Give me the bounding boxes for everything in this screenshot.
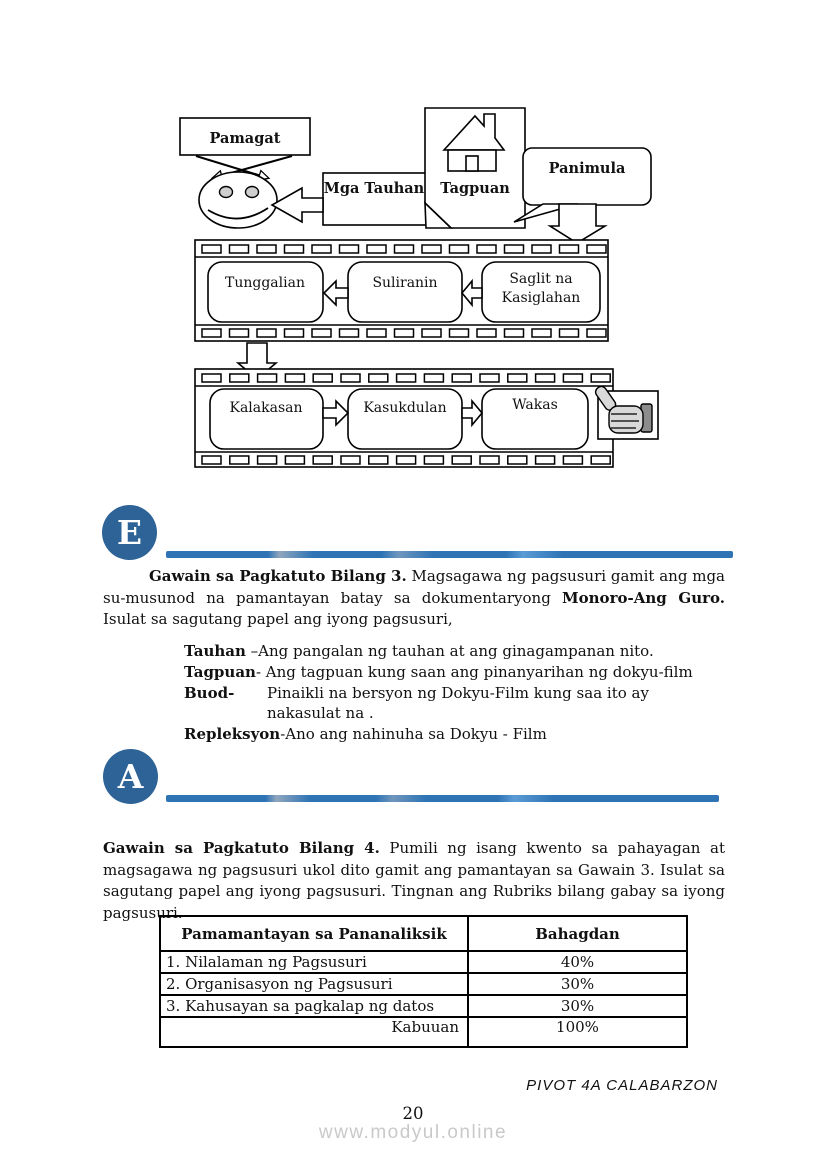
film-sprockets-top-2 (202, 374, 610, 382)
table-row (160, 973, 687, 995)
mga-tauhan-arrow (272, 188, 323, 222)
rubric-header-row (160, 916, 687, 951)
saglit-label-line1: Saglit na (509, 271, 573, 287)
character-face-icon (199, 172, 277, 228)
rubric-total-row (160, 1017, 687, 1047)
kasukdulan-box (348, 389, 462, 449)
criteria-desc (267, 683, 649, 725)
criteria-item-tauhan (184, 641, 693, 662)
film-strip-2 (195, 369, 613, 467)
table-row (160, 995, 687, 1017)
activity3-intro-b: Isulat sa sagutang papel ang iyong pagsusuri, (103, 610, 453, 628)
film-strip-1 (195, 240, 608, 341)
rubric-header-weight: Bahagdan (468, 916, 687, 951)
saglit-label-line2: Kasiglahan (501, 290, 581, 306)
film-sprockets-bottom-2 (202, 456, 610, 464)
activity4-body: Pumili ng isang kwento sa pahayagan at magsagawa ng pagsusuri ukol dito gamit ang pamantayan sa Gawain 3. Isulat sa sagutang papel ang iyong pagsusuri. Tingnan ang Rubriks bilang gabay sa iyong pagsusuri. (103, 839, 725, 922)
rubric-total-weight: 100% (468, 1017, 687, 1047)
rubric-weight-1: 40% (468, 951, 687, 973)
face-eye-right (246, 187, 259, 198)
activity4-title: Gawain sa Pagkatuto Bilang 4. (103, 839, 380, 857)
suliranin-box (348, 262, 462, 322)
rubric-criteria-3: 3. Kahusayan sa pagkalap ng datos (160, 995, 468, 1017)
criteria-desc-line1: Pinaikli na bersyon ng Dokyu-Film kung saa ito ay (267, 683, 649, 702)
section-rule-apply (166, 795, 719, 802)
film-sprockets-top-1 (202, 245, 606, 253)
criteria-desc: –Ang pangalan ng tauhan at ang ginagampanan nito. (245, 642, 654, 660)
activity3-doc-title: Monoro-Ang Guro. (562, 588, 725, 607)
criteria-desc: - Ang tagpuan kung saan ang pinanyarihan ng dokyu-film (255, 662, 693, 681)
criteria-term: Tauhan (184, 642, 246, 660)
tagpuan-label: Tagpuan (440, 180, 510, 197)
rubric-header-criteria: Pamamantayan sa Pananaliksik (160, 916, 468, 951)
film-sprockets-bottom-1 (202, 329, 606, 337)
rubric-weight-2: 30% (468, 973, 687, 995)
section-rule-explore (166, 551, 733, 558)
criteria-term: Buod- (184, 683, 235, 702)
rubric-criteria-1: 1. Nilalaman ng Pagsusuri (160, 951, 468, 973)
criteria-desc: -Ano ang nahinuha sa Dokyu - Film (280, 725, 547, 744)
activity3-paragraph (103, 566, 725, 631)
panimula-label: Panimula (548, 160, 626, 177)
rubric-total-label: Kabuuan (160, 1017, 468, 1047)
footer-brand: PIVOT 4A CALABARZON (526, 1077, 718, 1094)
criteria-item-tagpuan (184, 662, 693, 683)
criteria-term: Repleksyon (184, 725, 281, 744)
suliranin-label: Suliranin (372, 275, 438, 291)
wakas-label: Wakas (512, 397, 558, 413)
panimula-down-arrow (550, 204, 605, 243)
section-badge-apply (103, 749, 158, 804)
kasukdulan-label: Kasukdulan (363, 400, 447, 416)
mga-tauhan-label: Mga Tauhan (323, 180, 425, 197)
watermark: www.modyul.online (318, 1122, 508, 1143)
tunggalian-box (208, 262, 323, 322)
section-badge-explore (102, 505, 157, 560)
table-row (160, 951, 687, 973)
rubric-criteria-2: 2. Organisasyon ng Pagsusuri (160, 973, 468, 995)
activity3-criteria-list (184, 641, 693, 745)
activity4-paragraph (103, 838, 725, 924)
criteria-desc-line2: nakasulat na . (267, 704, 374, 723)
activity3-intro-a: Magsagawa ng pagsusuri gamit ang mga su-musunod na pamantayan batay sa dokumentaryong (103, 567, 725, 607)
page-number: 20 (402, 1104, 424, 1123)
rubric-table (159, 915, 688, 1048)
face-eye-left (220, 187, 233, 198)
criteria-item-repleksyon (184, 724, 693, 745)
kalakasan-label: Kalakasan (229, 400, 303, 416)
badge-letter-e: E (116, 513, 143, 552)
tunggalian-label: Tunggalian (225, 275, 305, 291)
pamagat-label: Pamagat (209, 130, 281, 147)
criteria-term: Tagpuan (184, 662, 256, 681)
criteria-item-buod (184, 683, 693, 725)
rubric-weight-3: 30% (468, 995, 687, 1017)
badge-letter-a: A (117, 757, 144, 796)
kalakasan-box (210, 389, 323, 449)
thumbs-up-icon (594, 384, 658, 439)
story-elements-diagram (0, 0, 826, 480)
activity3-title: Gawain sa Pagkatuto Bilang 3. (149, 567, 407, 585)
